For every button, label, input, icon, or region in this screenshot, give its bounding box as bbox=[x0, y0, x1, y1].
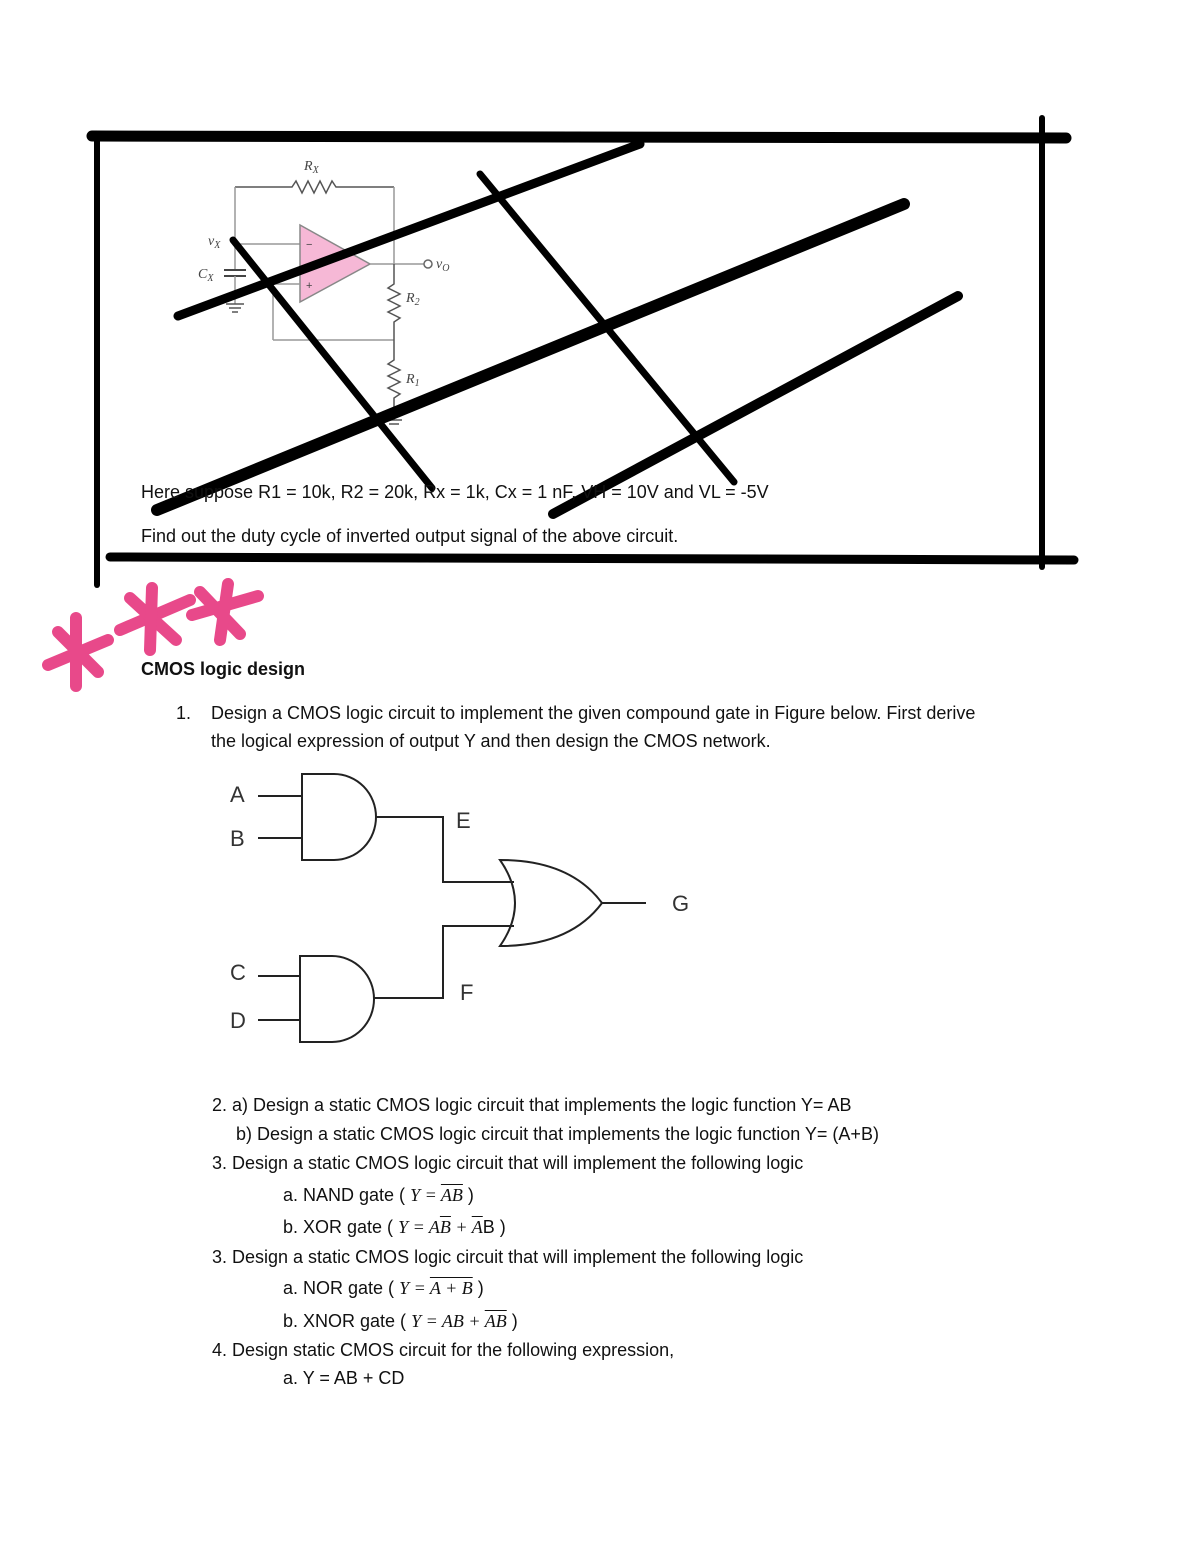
r2-resistor bbox=[388, 264, 400, 340]
q4-part-a: a. Y = AB + CD bbox=[283, 1368, 405, 1388]
vo-label: $v_O$ bbox=[436, 257, 450, 274]
circuit-question: Find out the duty cycle of inverted output signal of the above circuit. bbox=[141, 526, 679, 546]
q3-first-stem: 3. Design a static CMOS logic circuit that will implement the following logic bbox=[212, 1153, 804, 1173]
signal-f-label: F bbox=[460, 980, 474, 1005]
q3-xor-item: b. XOR gate ( $Y = A\overline{B} + \overline{A}B$ ) bbox=[283, 1217, 506, 1237]
q1-line2: the logical expression of output Y and then design the CMOS network. bbox=[211, 731, 771, 751]
opamp-plus-label: + bbox=[306, 280, 313, 292]
and-gate-2 bbox=[300, 956, 374, 1042]
rx-label: $R_X$ bbox=[304, 159, 319, 176]
rx-resistor bbox=[235, 181, 394, 193]
handdrawn-box bbox=[92, 118, 1074, 585]
output-g-label: G bbox=[672, 891, 690, 916]
opamp-minus-label: − bbox=[306, 239, 313, 251]
logic-diagram bbox=[258, 774, 646, 1042]
and-gate-1 bbox=[302, 774, 376, 860]
or-gate bbox=[500, 860, 602, 946]
q4-stem: 4. Design static CMOS circuit for the following expression, bbox=[212, 1340, 675, 1360]
q1-number: 1. bbox=[176, 703, 192, 723]
input-a-label: A bbox=[230, 782, 245, 807]
q1-line1: Design a CMOS logic circuit to implement the given compound gate in Figure below. First derive bbox=[211, 703, 976, 723]
vx-label: $v_X$ bbox=[208, 234, 221, 251]
input-c-label: C bbox=[230, 960, 246, 985]
q3-second-stem: 3. Design a static CMOS logic circuit that will implement the following logic bbox=[212, 1247, 804, 1267]
output-node bbox=[424, 260, 432, 268]
input-b-label: B bbox=[230, 826, 245, 851]
input-d-label: D bbox=[230, 1008, 246, 1033]
scribble-lines bbox=[157, 144, 958, 514]
cx-label: $C_X$ bbox=[198, 267, 214, 284]
r1-label: $R_1$ bbox=[406, 372, 420, 389]
q3-xnor-item: b. XNOR gate ( Y = AB + $\overline{AB}$ ) bbox=[283, 1311, 518, 1331]
section-title: CMOS logic design bbox=[141, 659, 306, 679]
q2-part-b: b) Design a static CMOS logic circuit that implements the logic function Y= (A+B) bbox=[236, 1124, 879, 1144]
circuit-given-values: Here suppose R1 = 10k, R2 = 20k, Rx = 1k, Cx = 1 nF, VH = 10V and VL = -5V bbox=[141, 482, 769, 502]
signal-e-label: E bbox=[456, 808, 471, 833]
q3-nor-item: a. NOR gate ( Y = A + B ) bbox=[283, 1278, 484, 1298]
r2-label: $R_2$ bbox=[406, 291, 420, 308]
opamp-schematic bbox=[224, 181, 432, 424]
q2-part-a: 2. a) Design a static CMOS logic circuit that implements the logic function Y= AB bbox=[212, 1095, 852, 1115]
q3-nand-item: a. NAND gate ( $Y = \overline{AB}$ ) bbox=[283, 1185, 474, 1205]
